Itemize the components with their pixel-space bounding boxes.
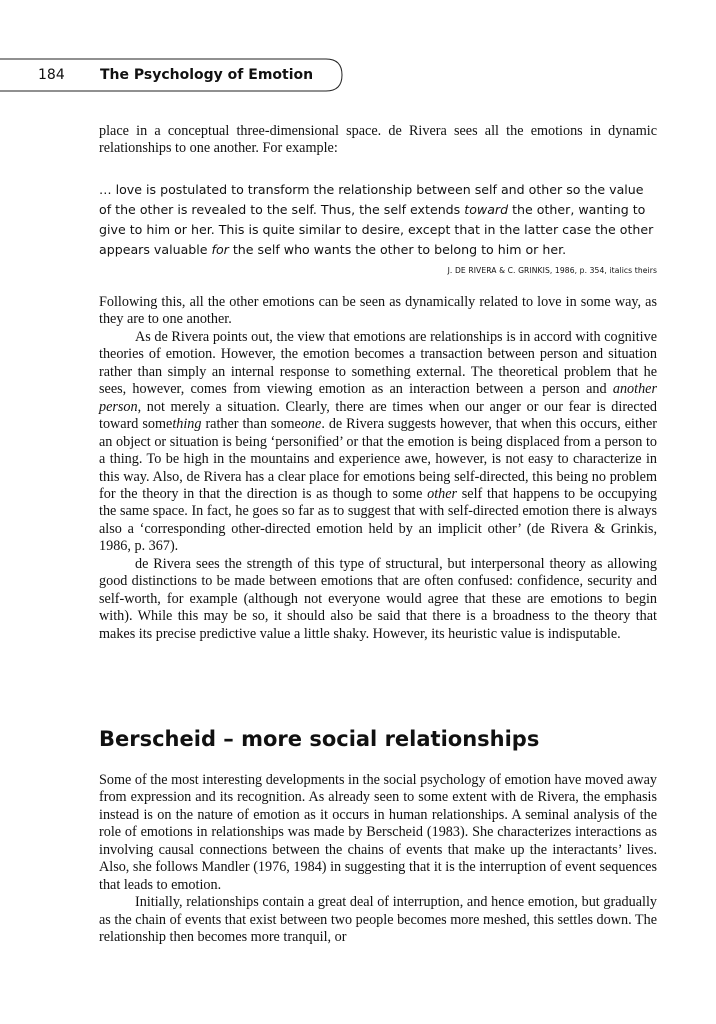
paragraph-segment: rather than some [201,416,301,433]
paragraph-emphasis: other [427,485,458,502]
section-heading: Berscheid – more social relationships [99,727,540,751]
quote-citation: J. DE RIVERA & C. GRINKIS, 1986, p. 354, italics theirs [447,266,657,275]
paragraph-text: place in a conceptual three-dimensional space. de Rivera sees all the emotions in dynamic relationships to one another. For example: [99,123,657,157]
paragraph-text: Initially, relationships contain a great deal of interruption, and hence emotion, but gradually as the chain of events that exist between two people becomes more meshed, this settles down. The relationship then becomes more tranquil, or [99,894,657,946]
paragraph-text: de Rivera sees the strength of this type of structural, but interpersonal theory as allowing good distinctions to be made between emotions that are often confused: confidence, security and self-worth, for example (although not everyone would agree that these are emotions to begin with). While this may be so, it should also be said that there is a broadness to the theory that makes its precise predictive value a little shaky. However, its heuristic value is indisputable. [99,555,657,642]
paragraph-segment: As de Rivera points out, the view that emotions are relationships is in accord with cognitive theories of emotion. However, the emotion becomes a transaction between person and situation rather than simply an internal response to something external. The theoretical problem that he sees, however, comes from viewing emotion as an interaction between a person and [99,328,657,398]
section-body [99,772,657,947]
intro-paragraph [99,123,657,158]
paragraph-emphasis: another person [99,381,657,415]
paragraph-segment: . de Rivera suggests however, that when this occurs, either an object or situation is being ‘personified’ or that the emotion is being displaced from a person to a thing. To be high in the mountains and experience awe, however, is not easy to characterize in this way. Also, de Rivera has a clear place for emotions being self-directed, this being no problem for the theory in that the direction is as though to some [99,416,657,502]
paragraph-text [99,329,657,556]
running-title: The Psychology of Emotion [100,67,314,83]
main-body [99,294,657,643]
quote-text: … love is postulated to transform the relationship between self and other so the value of the other is revealed to the self. Thus, the self extends [99,182,644,217]
paragraph-text: Following this, all the other emotions can be seen as dynamically related to love in some way, as they are to one another. [99,294,657,328]
page-number: 184 [38,67,65,83]
quote-emphasis: for [211,242,229,257]
quote-text: the self who wants the other to belong to him or her. [228,242,567,257]
paragraph-text: Some of the most interesting developments in the social psychology of emotion have moved away from expression and its recognition. As already seen to some extent with de Rivera, the emphasis instead is on the nature of emotion as it occurs in human relationships. A seminal analysis of the role of emotions in relationships was made by Berscheid (1983). She characterizes interactions as involving causal connections between the chains of events that make up the interactants’ lives. Also, she follows Mandler (1976, 1984) in suggesting that it is the interruption of event sequences that leads to emotion. [99,772,657,893]
quote-emphasis: toward [464,202,509,217]
paragraph-emphasis: thing [172,416,202,433]
block-quote [99,180,657,260]
paragraph-segment: self that happens to be occupying the same space. In fact, he goes so far as to suggest that with self-directed emotion there is always also a ‘corresponding other-directed emotion held by an implicit other’ (de Rivera & Grinkis, 1986, p. 367). [99,485,657,555]
quote-text: the other, wanting to give to him or her. This is quite similar to desire, except that in the latter case the other appears valuable [99,202,654,257]
paragraph-emphasis: one [300,416,322,433]
paragraph-segment: , not merely a situation. Clearly, there are times when our anger or our fear is directed toward some [99,398,657,433]
